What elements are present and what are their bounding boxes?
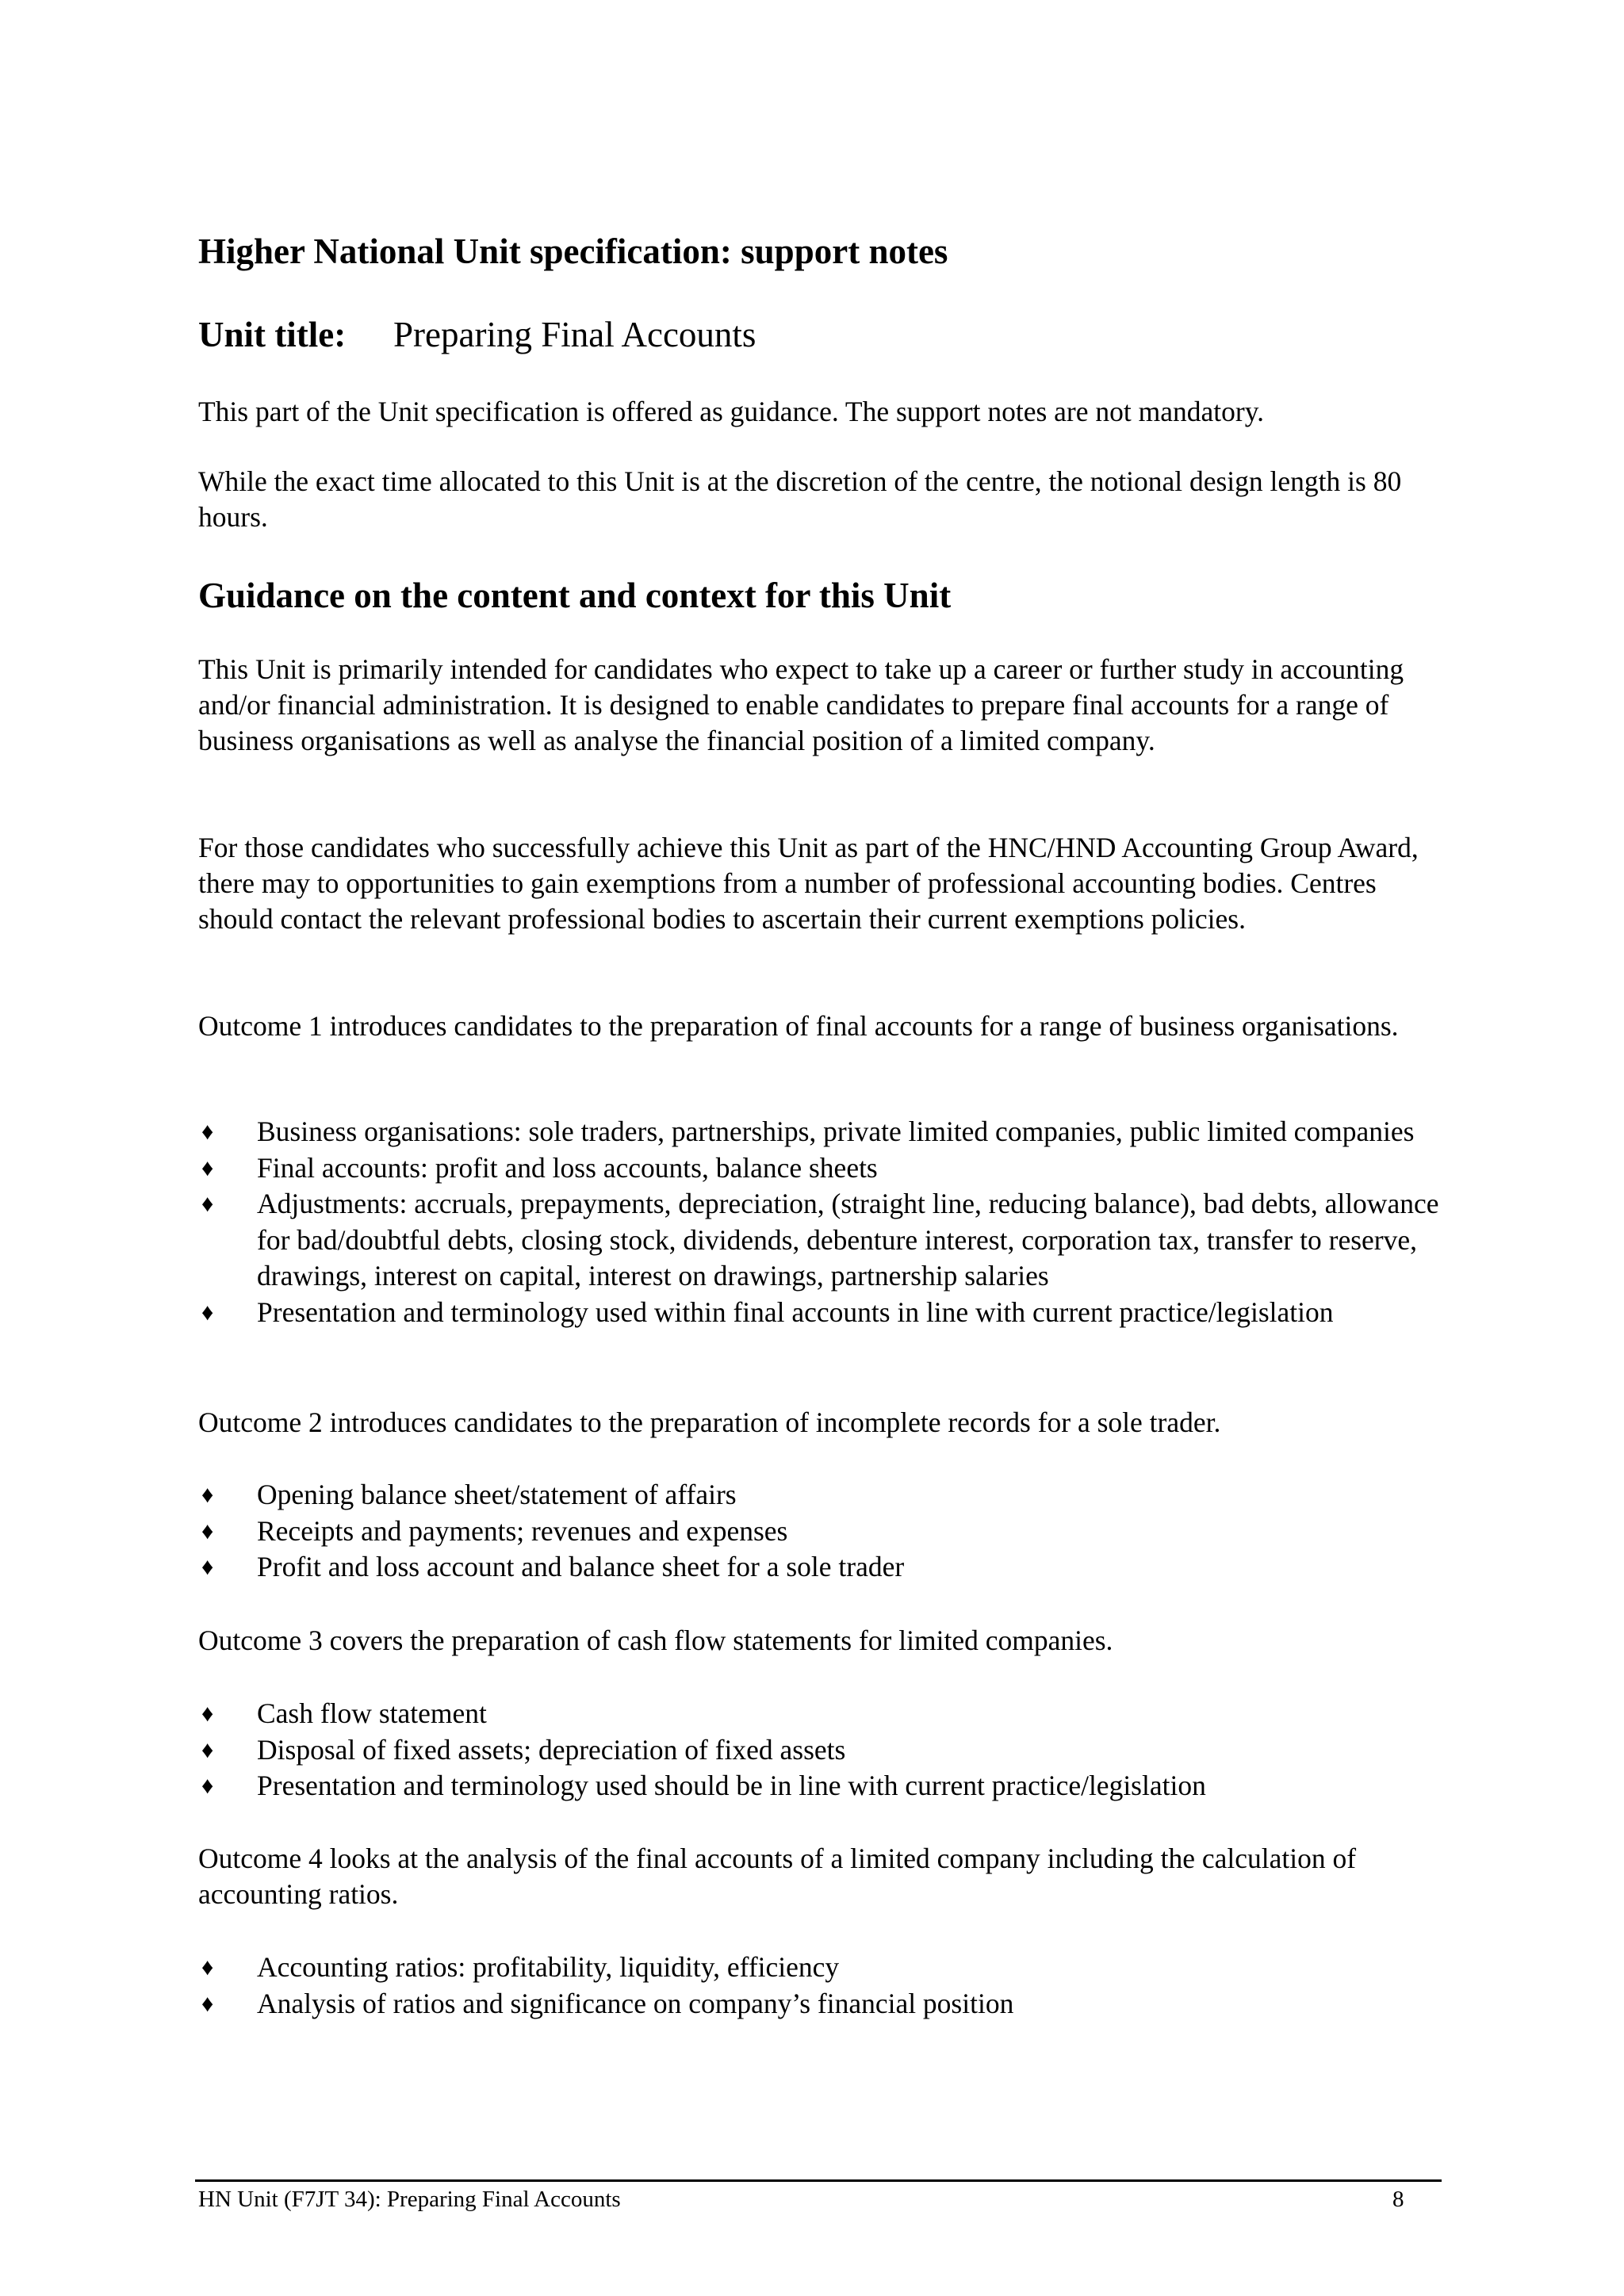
outcome-1-bullet-list bbox=[198, 1114, 1443, 1330]
list-item-text: Final accounts: profit and loss accounts, balance sheets bbox=[257, 1151, 878, 1184]
list-item-text: Analysis of ratios and significance on company’s financial position bbox=[257, 1987, 1014, 2019]
outcome-4-bullet-list bbox=[198, 1950, 1443, 2022]
page-heading: Higher National Unit specification: support notes bbox=[198, 232, 948, 271]
footer-unit-reference: HN Unit (F7JT 34): Preparing Final Accounts bbox=[198, 2187, 621, 2212]
diamond-bullet-icon: ♦ bbox=[201, 1990, 214, 2017]
list-item-text: Business organisations: sole traders, partnerships, private limited companies, public limited companies bbox=[257, 1115, 1415, 1147]
list-item-text: Receipts and payments; revenues and expenses bbox=[257, 1514, 788, 1547]
list-item-text: Opening balance sheet/statement of affairs bbox=[257, 1479, 737, 1510]
unit-title-value: Preparing Final Accounts bbox=[393, 315, 756, 354]
intro-paragraph-guidance: This part of the Unit specification is offered as guidance. The support notes are not mandatory. bbox=[198, 396, 1265, 427]
outcome-2-bullet-list bbox=[198, 1477, 1443, 1586]
diamond-bullet-icon: ♦ bbox=[201, 1554, 214, 1580]
outcome-3-bullet-list bbox=[198, 1696, 1443, 1804]
outcome-2-intro: Outcome 2 introduces candidates to the preparation of incomplete records for a sole trader. bbox=[198, 1406, 1221, 1438]
list-item bbox=[198, 1768, 1443, 1804]
guidance-paragraph-exemptions: For those candidates who successfully achieve this Unit as part of the HNC/HND Accounting Group Award, there may to opportunities to gain exemptions from a number of professional accounting bodies. Centres should contact the relevant professional bodies to ascertain their current exemptions policies. bbox=[198, 832, 1419, 935]
list-item-text: Disposal of fixed assets; depreciation of fixed assets bbox=[257, 1733, 846, 1766]
document-page bbox=[198, 0, 1443, 2296]
outcome-3-intro: Outcome 3 covers the preparation of cash flow statements for limited companies. bbox=[198, 1624, 1113, 1656]
footer-divider bbox=[195, 2179, 1442, 2182]
list-item bbox=[198, 1513, 1443, 1550]
footer-page-number: 8 bbox=[1392, 2187, 1404, 2212]
list-item bbox=[198, 1950, 1443, 1986]
list-item-text: Profit and loss account and balance sheet for a sole trader bbox=[257, 1551, 905, 1582]
list-item-text: Adjustments: accruals, prepayments, depreciation, (straight line, reducing balance), bad debts, allowance for bad/doubtful debts, closing stock, dividends, debenture interest, corporation tax, transfer to reserve, drawings, interest on capital, interest on drawings, partnership salaries bbox=[257, 1188, 1439, 1292]
diamond-bullet-icon: ♦ bbox=[201, 1701, 214, 1727]
list-item-text: Presentation and terminology used should be in line with current practice/legislation bbox=[257, 1770, 1206, 1801]
outcome-1-intro: Outcome 1 introduces candidates to the preparation of final accounts for a range of business organisations. bbox=[198, 1010, 1399, 1042]
list-item bbox=[198, 1295, 1443, 1331]
list-item-text: Presentation and terminology used within final accounts in line with current practice/legislation bbox=[257, 1295, 1334, 1328]
guidance-paragraph-purpose: This Unit is primarily intended for candidates who expect to take up a career or further study in accounting and/or financial administration. It is designed to enable candidates to prepare final accounts for a range of business organisations as well as analyse the financial position of a limited company. bbox=[198, 653, 1404, 756]
unit-title-label: Unit title: bbox=[198, 315, 347, 354]
list-item-text: Accounting ratios: profitability, liquidity, efficiency bbox=[257, 1951, 840, 1983]
diamond-bullet-icon: ♦ bbox=[201, 1119, 214, 1145]
outcome-4-intro: Outcome 4 looks at the analysis of the final accounts of a limited company including the calculation of accounting ratios. bbox=[198, 1843, 1357, 1910]
diamond-bullet-icon: ♦ bbox=[201, 1736, 214, 1763]
diamond-bullet-icon: ♦ bbox=[201, 1154, 214, 1181]
diamond-bullet-icon: ♦ bbox=[201, 1482, 214, 1508]
list-item bbox=[198, 1114, 1443, 1150]
list-item-text: Cash flow statement bbox=[257, 1697, 487, 1729]
diamond-bullet-icon: ♦ bbox=[201, 1299, 214, 1326]
diamond-bullet-icon: ♦ bbox=[201, 1191, 214, 1217]
section-heading-guidance: Guidance on the content and context for this Unit bbox=[198, 576, 952, 615]
unit-title-row bbox=[198, 313, 756, 356]
diamond-bullet-icon: ♦ bbox=[201, 1954, 214, 1980]
list-item bbox=[198, 1150, 1443, 1187]
list-item bbox=[198, 1549, 1443, 1586]
intro-paragraph-design-length: While the exact time allocated to this Unit is at the discretion of the centre, the notional design length is 80 hours. bbox=[198, 465, 1402, 533]
diamond-bullet-icon: ♦ bbox=[201, 1517, 214, 1544]
list-item bbox=[198, 1186, 1443, 1295]
diamond-bullet-icon: ♦ bbox=[201, 1773, 214, 1799]
list-item bbox=[198, 1696, 1443, 1732]
list-item bbox=[198, 1986, 1443, 2022]
list-item bbox=[198, 1732, 1443, 1769]
list-item bbox=[198, 1477, 1443, 1513]
